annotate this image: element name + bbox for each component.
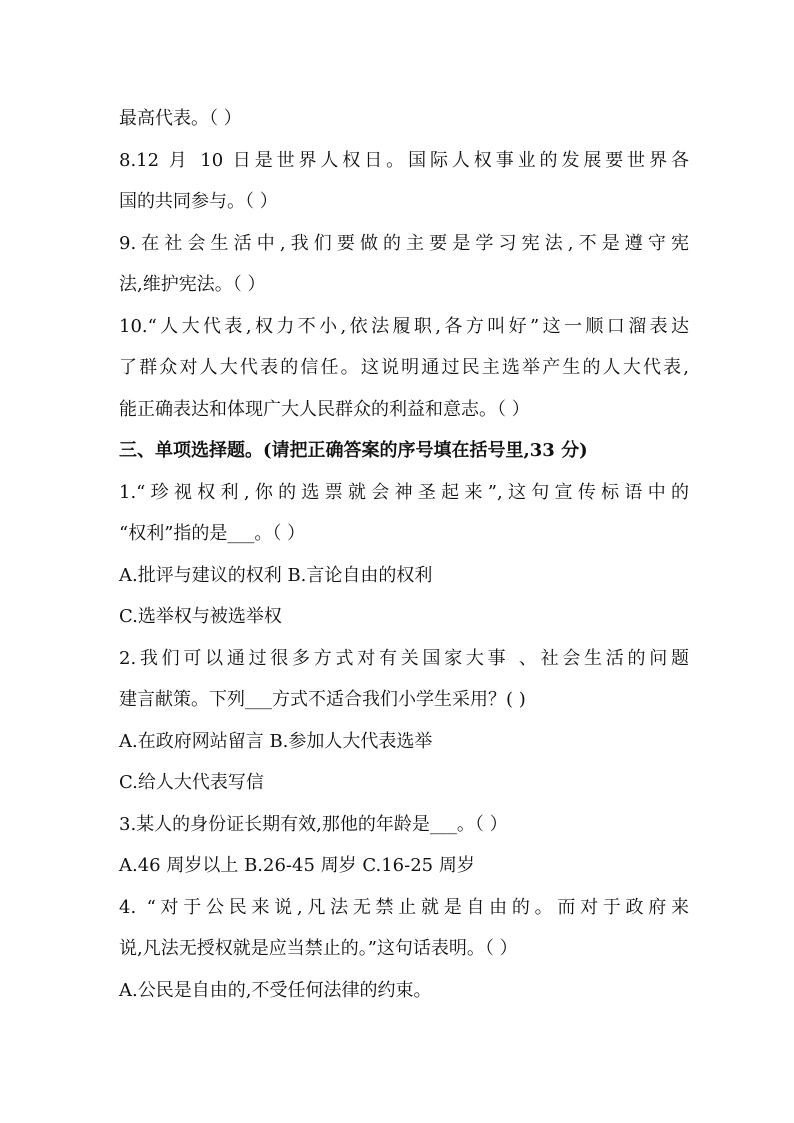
text-line: “权利”指的是___。（ ） [119,523,306,544]
text-line: 8.12 月 10 日是世界人权日。国际人权事业的发展要世界各 [119,149,689,171]
text-line: 10.“人大代表,权力不小,依法履职,各方叫好”这一顺口溜表达 [119,315,689,337]
option-line: A.在政府网站留言 B.参加人大代表选举 [119,730,433,752]
text-line: 建言献策。下列___方式不适合我们小学生采用？( ) [119,689,526,710]
option-line: A.批评与建议的权利 B.言论自由的权利 [119,564,433,586]
option-line: C.给人大代表写信 [119,772,264,793]
text-line: 1.“珍视权利,你的选票就会神圣起来”,这句宣传标语中的 [119,481,689,503]
text-line: 法,维护宪法。（ ） [119,274,266,295]
text-line: 2.我们可以通过很多方式对有关国家大事 、社会生活的问题 [119,647,689,669]
section-heading: 三、单项选择题。(请把正确答案的序号填在括号里,33 分) [119,440,588,461]
text-line: 国的共同参与。（ ） [119,191,278,212]
text-line: 了群众对人大代表的信任。这说明通过民主选举产生的人大代表, [119,357,689,378]
option-line: A.公民是自由的,不受任何法律的约束。 [119,979,432,1001]
text-line: 最高代表。（ ） [119,108,242,129]
text-line: 3.某人的身份证长期有效,那他的年龄是___。（ ） [119,813,508,835]
text-line: 说,凡法无授权就是应当禁止的。”这句话表明。（ ） [119,938,518,959]
document-page [119,98,689,1011]
text-line: 4. “对于公民来说,凡法无禁止就是自由的。而对于政府来 [119,896,689,918]
option-line: C.选举权与被选举权 [119,606,282,627]
option-line: A.46 周岁以上 B.26-45 周岁 C.16-25 周岁 [119,855,475,876]
text-line: 9.在社会生活中,我们要做的主要是学习宪法,不是遵守宪 [119,232,689,254]
text-line: 能正确表达和体现广大人民群众的利益和意志。（ ） [119,398,530,420]
